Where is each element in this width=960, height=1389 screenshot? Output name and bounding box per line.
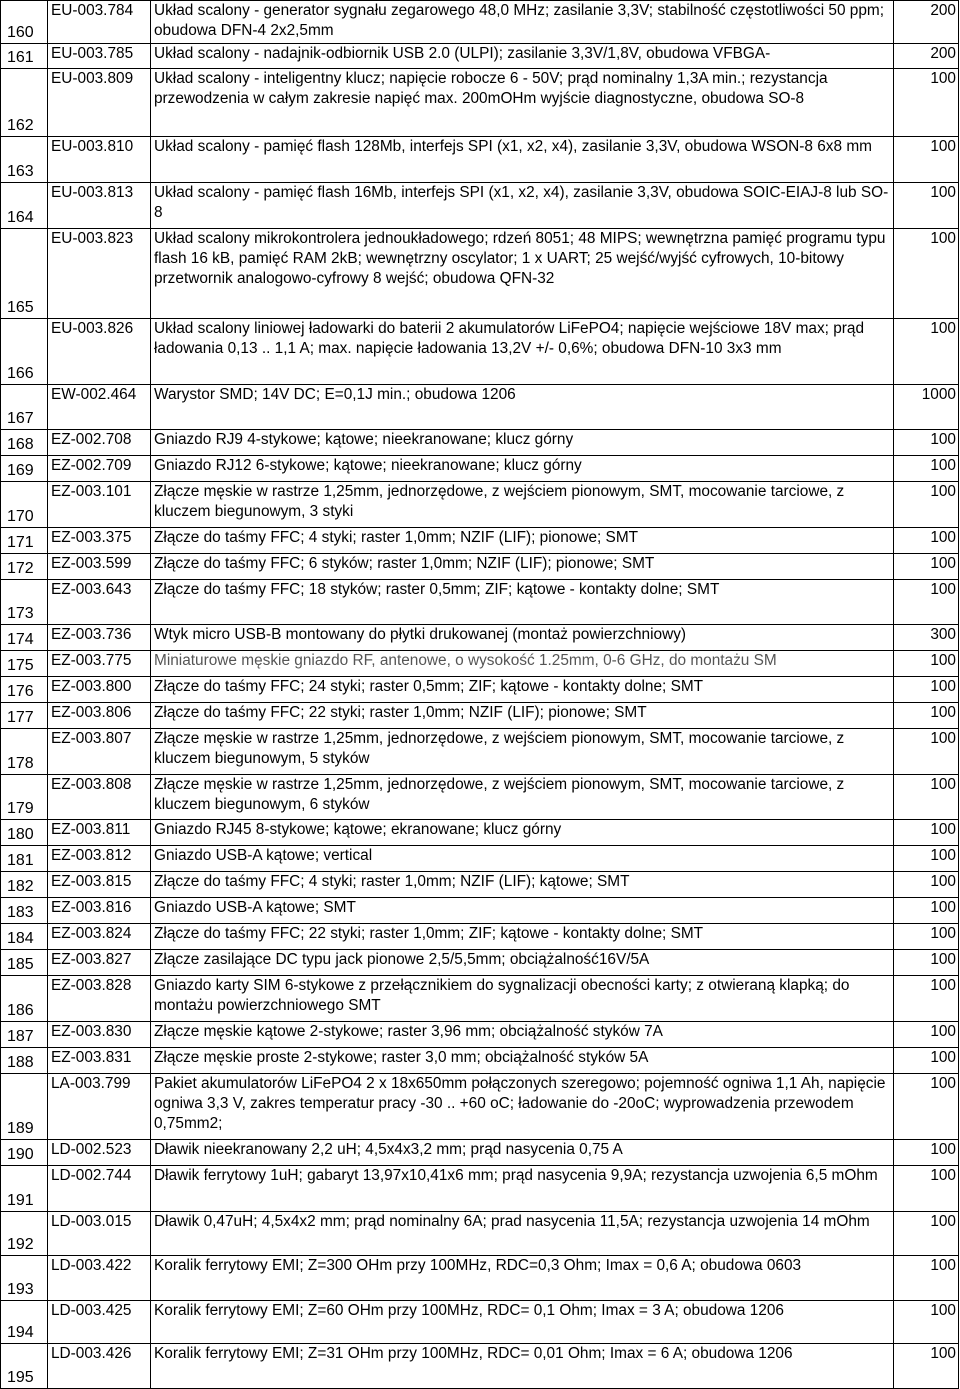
item-code: EZ-003.815	[48, 872, 151, 898]
item-code: EU-003.823	[48, 229, 151, 319]
item-quantity: 100	[894, 1140, 959, 1166]
item-code: LD-003.425	[48, 1301, 151, 1344]
row-number: 163	[1, 137, 48, 183]
row-number: 180	[1, 820, 48, 846]
item-description: Złącze męskie w rastrze 1,25mm, jednorzędowe, z wejściem pionowym, SMT, mocowanie tarciowe, z kluczem biegunowym, 5 styków	[151, 729, 894, 775]
row-number: 193	[1, 1256, 48, 1301]
row-number: 188	[1, 1048, 48, 1074]
item-quantity: 100	[894, 651, 959, 677]
row-number: 168	[1, 430, 48, 456]
item-code: EZ-003.828	[48, 976, 151, 1022]
item-quantity: 100	[894, 137, 959, 183]
row-number: 176	[1, 677, 48, 703]
row-number: 182	[1, 872, 48, 898]
item-code: EZ-003.101	[48, 482, 151, 528]
table-row	[1, 1022, 959, 1048]
table-row	[1, 1301, 959, 1344]
item-description: Wtyk micro USB-B montowany do płytki drukowanej (montaż powierzchniowy)	[151, 625, 894, 651]
row-number: 169	[1, 456, 48, 482]
item-description: Złącze do taśmy FFC; 22 styki; raster 1,0mm; ZIF; kątowe - kontakty dolne; SMT	[151, 924, 894, 950]
row-number: 181	[1, 846, 48, 872]
table-row	[1, 580, 959, 625]
table-row	[1, 137, 959, 183]
item-quantity: 100	[894, 924, 959, 950]
item-code: EZ-003.830	[48, 1022, 151, 1048]
item-quantity: 100	[894, 1212, 959, 1256]
item-quantity: 100	[894, 898, 959, 924]
item-quantity: 100	[894, 976, 959, 1022]
row-number: 189	[1, 1074, 48, 1140]
row-number: 178	[1, 729, 48, 775]
item-code: EU-003.810	[48, 137, 151, 183]
table-row	[1, 898, 959, 924]
item-description: Gniazdo RJ9 4-stykowe; kątowe; nieekranowane; klucz górny	[151, 430, 894, 456]
item-code: EU-003.785	[48, 44, 151, 69]
item-description: Gniazdo RJ45 8-stykowe; kątowe; ekranowane; klucz górny	[151, 820, 894, 846]
row-number: 172	[1, 554, 48, 580]
item-quantity: 300	[894, 625, 959, 651]
row-number: 179	[1, 775, 48, 820]
item-description: Złącze męskie proste 2-stykowe; raster 3,0 mm; obciążalność styków 5A	[151, 1048, 894, 1074]
row-number: 174	[1, 625, 48, 651]
item-quantity: 100	[894, 775, 959, 820]
table-row	[1, 950, 959, 976]
item-quantity: 100	[894, 1074, 959, 1140]
item-code: EZ-003.643	[48, 580, 151, 625]
item-code: EZ-003.775	[48, 651, 151, 677]
item-code: EU-003.813	[48, 183, 151, 229]
item-code: LD-003.426	[48, 1344, 151, 1389]
item-quantity: 200	[894, 1, 959, 44]
item-code: EZ-003.827	[48, 950, 151, 976]
table-row	[1, 1074, 959, 1140]
item-code: LD-002.523	[48, 1140, 151, 1166]
item-description: Złącze zasilające DC typu jack pionowe 2,5/5,5mm; obciążalność16V/5A	[151, 950, 894, 976]
row-number: 191	[1, 1166, 48, 1212]
item-quantity: 100	[894, 229, 959, 319]
item-description: Dławik ferrytowy 1uH; gabaryt 13,97x10,41x6 mm; prąd nasycenia 9,9A; rezystancja uzwojenia 6,5 mOhm	[151, 1166, 894, 1212]
table-row	[1, 1, 959, 44]
item-code: EZ-003.811	[48, 820, 151, 846]
row-number: 160	[1, 1, 48, 44]
item-quantity: 100	[894, 580, 959, 625]
item-description: Warystor SMD; 14V DC; E=0,1J min.; obudowa 1206	[151, 385, 894, 430]
table-row	[1, 44, 959, 69]
table-row	[1, 1166, 959, 1212]
item-quantity: 100	[894, 1048, 959, 1074]
item-description: Układ scalony - generator sygnału zegarowego 48,0 MHz; zasilanie 3,3V; stabilność częstotliwości 50 ppm; obudowa DFN-4 2x2,5mm	[151, 1, 894, 44]
item-code: EZ-003.816	[48, 898, 151, 924]
item-description: Złącze męskie w rastrze 1,25mm, jednorzędowe, z wejściem pionowym, SMT, mocowanie tarciowe, z kluczem biegunowym, 3 styki	[151, 482, 894, 528]
table-row	[1, 625, 959, 651]
table-row	[1, 528, 959, 554]
item-description: Miniaturowe męskie gniazdo RF, antenowe, o wysokość 1.25mm, 0-6 GHz, do montażu SM	[151, 651, 894, 677]
item-description: Złącze męskie w rastrze 1,25mm, jednorzędowe, z wejściem pionowym, SMT, mocowanie tarciowe, z kluczem biegunowym, 6 styków	[151, 775, 894, 820]
items-table-body	[1, 1, 959, 1389]
item-description: Złącze do taśmy FFC; 18 styków; raster 0,5mm; ZIF; kątowe - kontakty dolne; SMT	[151, 580, 894, 625]
item-quantity: 100	[894, 677, 959, 703]
item-description: Układ scalony - inteligentny klucz; napięcie robocze 6 - 50V; prąd nominalny 1,3A min.; rezystancja przewodzenia w całym zakresie napięć max. 200mOHm wyjście diagnostyczne, obudowa SO-8	[151, 69, 894, 137]
row-number: 166	[1, 319, 48, 385]
table-row	[1, 69, 959, 137]
row-number: 162	[1, 69, 48, 137]
table-row	[1, 1344, 959, 1389]
item-code: LD-003.422	[48, 1256, 151, 1301]
item-quantity: 100	[894, 820, 959, 846]
item-quantity: 100	[894, 1022, 959, 1048]
table-row	[1, 229, 959, 319]
table-row	[1, 872, 959, 898]
item-description: Koralik ferrytowy EMI; Z=60 OHm przy 100MHz, RDC= 0,1 Ohm; Imax = 3 A; obudowa 1206	[151, 1301, 894, 1344]
table-row	[1, 1256, 959, 1301]
row-number: 164	[1, 183, 48, 229]
item-description: Złącze do taśmy FFC; 6 styków; raster 1,0mm; NZIF (LIF); pionowe; SMT	[151, 554, 894, 580]
item-description: Złącze do taśmy FFC; 22 styki; raster 1,0mm; NZIF (LIF); pionowe; SMT	[151, 703, 894, 729]
item-description: Złącze do taśmy FFC; 4 styki; raster 1,0mm; NZIF (LIF); pionowe; SMT	[151, 528, 894, 554]
row-number: 161	[1, 44, 48, 69]
table-row	[1, 319, 959, 385]
row-number: 165	[1, 229, 48, 319]
item-description: Pakiet akumulatorów LiFePO4 2 x 18x650mm połączonych szeregowo; pojemność ogniwa 1,1 Ah, napięcie ogniwa 3,3 V, zakres temperatur pracy -30 .. +60 oC; ładowanie do -20oC; wyprowadzenia przewodem 0,75mm2;	[151, 1074, 894, 1140]
item-code: EZ-003.800	[48, 677, 151, 703]
item-code: EU-003.826	[48, 319, 151, 385]
table-row	[1, 677, 959, 703]
item-code: EU-003.784	[48, 1, 151, 44]
item-description: Koralik ferrytowy EMI; Z=300 OHm przy 100MHz, RDC=0,3 Ohm; Imax = 0,6 A; obudowa 0603	[151, 1256, 894, 1301]
item-description: Złącze męskie kątowe 2-stykowe; raster 3,96 mm; obciążalność styków 7A	[151, 1022, 894, 1048]
table-row	[1, 703, 959, 729]
item-description: Układ scalony - pamięć flash 128Mb, interfejs SPI (x1, x2, x4), zasilanie 3,3V, obudowa WSON-8 6x8 mm	[151, 137, 894, 183]
row-number: 173	[1, 580, 48, 625]
item-description: Układ scalony mikrokontrolera jednoukładowego; rdzeń 8051; 48 MIPS; wewnętrzna pamięć programu typu flash 16 kB, pamięć RAM 2kB; wewnętrzny oscylator; 1 x UART; 25 wejść/wyjść cyfrowych, 10-bitowy przetwornik analogowo-cyfrowy 8 wejść; obudowa QFN-32	[151, 229, 894, 319]
row-number: 167	[1, 385, 48, 430]
row-number: 194	[1, 1301, 48, 1344]
row-number: 192	[1, 1212, 48, 1256]
row-number: 175	[1, 651, 48, 677]
row-number: 170	[1, 482, 48, 528]
item-code: LA-003.799	[48, 1074, 151, 1140]
item-quantity: 100	[894, 1344, 959, 1389]
item-description: Gniazdo USB-A kątowe; vertical	[151, 846, 894, 872]
item-description: Złącze do taśmy FFC; 24 styki; raster 0,5mm; ZIF; kątowe - kontakty dolne; SMT	[151, 677, 894, 703]
item-code: EZ-003.824	[48, 924, 151, 950]
item-quantity: 100	[894, 872, 959, 898]
item-quantity: 100	[894, 1166, 959, 1212]
table-row	[1, 456, 959, 482]
item-description: Dławik 0,47uH; 4,5x4x2 mm; prąd nominalny 6A; prad nasycenia 11,5A; rezystancja uzwojenia 14 mOhm	[151, 1212, 894, 1256]
item-quantity: 100	[894, 950, 959, 976]
item-code: EZ-002.708	[48, 430, 151, 456]
table-row	[1, 976, 959, 1022]
item-code: EZ-003.808	[48, 775, 151, 820]
item-code: EZ-003.806	[48, 703, 151, 729]
table-row	[1, 554, 959, 580]
item-quantity: 100	[894, 846, 959, 872]
table-row	[1, 1048, 959, 1074]
item-description: Układ scalony liniowej ładowarki do baterii 2 akumulatorów LiFePO4; napięcie wejściowe 18V max; prąd ładowania 0,13 .. 1,1 A; max. napięcie ładowania 13,2V +/- 0,6%; obudowa DFN-10 3x3 mm	[151, 319, 894, 385]
row-number: 185	[1, 950, 48, 976]
item-code: EZ-003.736	[48, 625, 151, 651]
item-description: Złącze do taśmy FFC; 4 styki; raster 1,0mm; NZIF (LIF); kątowe; SMT	[151, 872, 894, 898]
item-quantity: 1000	[894, 385, 959, 430]
table-row	[1, 729, 959, 775]
item-quantity: 200	[894, 44, 959, 69]
item-code: EZ-003.812	[48, 846, 151, 872]
row-number: 171	[1, 528, 48, 554]
item-quantity: 100	[894, 69, 959, 137]
table-row	[1, 482, 959, 528]
table-row	[1, 385, 959, 430]
table-row	[1, 183, 959, 229]
table-row	[1, 820, 959, 846]
item-code: EZ-002.709	[48, 456, 151, 482]
row-number: 195	[1, 1344, 48, 1389]
item-code: EU-003.809	[48, 69, 151, 137]
table-row	[1, 1212, 959, 1256]
table-row	[1, 430, 959, 456]
item-code: EZ-003.599	[48, 554, 151, 580]
item-quantity: 100	[894, 528, 959, 554]
row-number: 177	[1, 703, 48, 729]
item-description: Gniazdo USB-A kątowe; SMT	[151, 898, 894, 924]
item-quantity: 100	[894, 319, 959, 385]
item-code: LD-002.744	[48, 1166, 151, 1212]
item-description: Gniazdo RJ12 6-stykowe; kątowe; nieekranowane; klucz górny	[151, 456, 894, 482]
item-code: LD-003.015	[48, 1212, 151, 1256]
item-quantity: 100	[894, 456, 959, 482]
item-quantity: 100	[894, 703, 959, 729]
item-quantity: 100	[894, 183, 959, 229]
item-description: Dławik nieekranowany 2,2 uH; 4,5x4x3,2 mm; prąd nasycenia 0,75 A	[151, 1140, 894, 1166]
item-code: EW-002.464	[48, 385, 151, 430]
row-number: 184	[1, 924, 48, 950]
table-row	[1, 924, 959, 950]
item-code: EZ-003.375	[48, 528, 151, 554]
table-row	[1, 1140, 959, 1166]
table-row	[1, 846, 959, 872]
item-code: EZ-003.807	[48, 729, 151, 775]
row-number: 183	[1, 898, 48, 924]
item-quantity: 100	[894, 554, 959, 580]
item-quantity: 100	[894, 1256, 959, 1301]
item-description: Koralik ferrytowy EMI; Z=31 OHm przy 100MHz, RDC= 0,01 Ohm; Imax = 6 A; obudowa 1206	[151, 1344, 894, 1389]
row-number: 190	[1, 1140, 48, 1166]
item-description: Gniazdo karty SIM 6-stykowe z przełącznikiem do sygnalizacji obecności karty; z otwieraną klapką; do montażu powierzchniowego SMT	[151, 976, 894, 1022]
table-row	[1, 775, 959, 820]
item-description: Układ scalony - nadajnik-odbiornik USB 2.0 (ULPI); zasilanie 3,3V/1,8V, obudowa VFBGA-	[151, 44, 894, 69]
item-description: Układ scalony - pamięć flash 16Mb, interfejs SPI (x1, x2, x4), zasilanie 3,3V, obudowa SOIC-EIAJ-8 lub SO-8	[151, 183, 894, 229]
item-quantity: 100	[894, 430, 959, 456]
row-number: 187	[1, 1022, 48, 1048]
table-row	[1, 651, 959, 677]
item-quantity: 100	[894, 482, 959, 528]
row-number: 186	[1, 976, 48, 1022]
item-quantity: 100	[894, 1301, 959, 1344]
item-code: EZ-003.831	[48, 1048, 151, 1074]
item-quantity: 100	[894, 729, 959, 775]
